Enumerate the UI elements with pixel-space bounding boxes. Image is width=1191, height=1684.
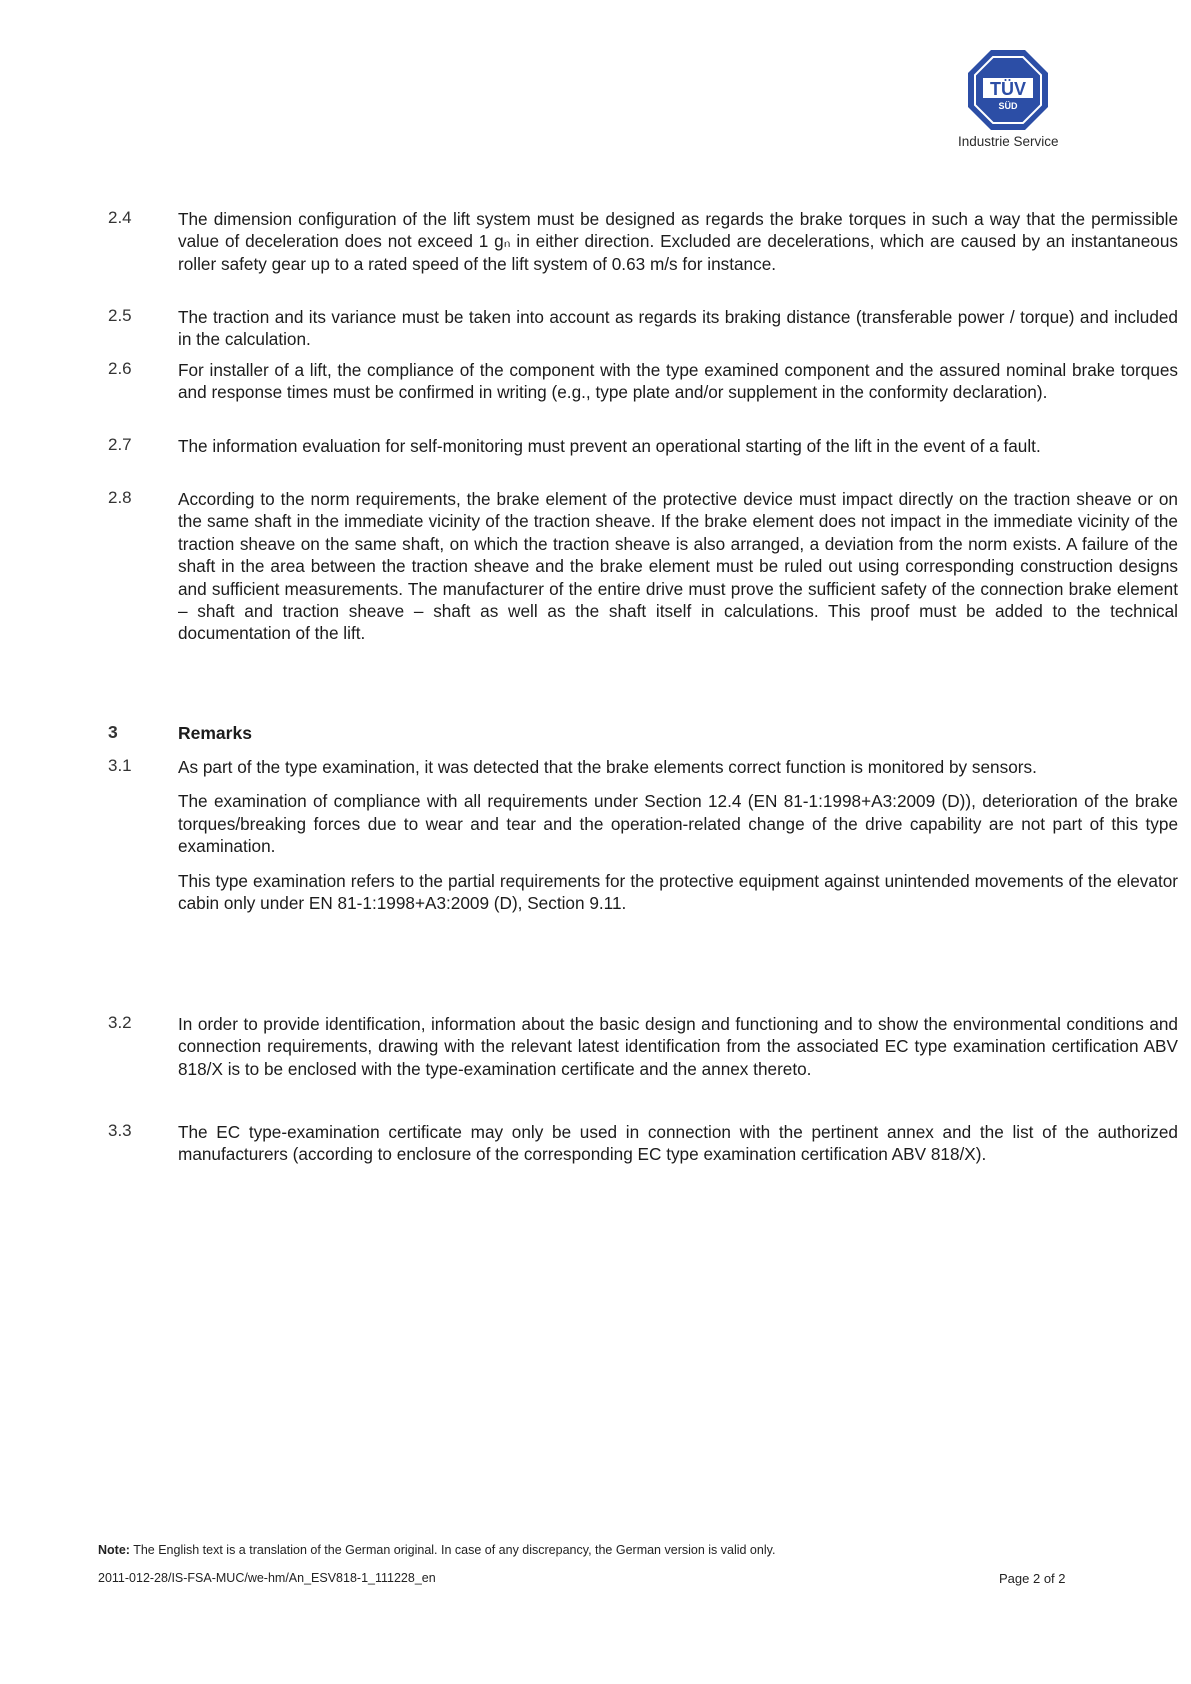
tuv-sud-logo bbox=[958, 48, 1058, 149]
paragraph: The examination of compliance with all requirements under Section 12.4 (EN 81-1:1998+A3:2009 (D)), deterioration of the brake torques/breaking forces due to wear and tear and the operation-related change of the drive capability are not part of this type examination. bbox=[178, 791, 1178, 857]
section-number: 2.7 bbox=[108, 435, 132, 454]
section-number: 2.6 bbox=[108, 359, 132, 378]
section-number: 2.4 bbox=[108, 208, 132, 227]
logo-text: TÜV bbox=[990, 79, 1026, 99]
section-text bbox=[178, 1013, 1178, 1092]
section-text bbox=[178, 1121, 1178, 1178]
footer-note bbox=[98, 1543, 775, 1557]
section-number: 3.1 bbox=[108, 756, 132, 775]
paragraph: This type examination refers to the partial requirements for the protective equipment against unintended movements of the elevator cabin only under EN 81-1:1998+A3:2009 (D), Section 9.11. bbox=[178, 870, 1178, 914]
paragraph: In order to provide identification, information about the basic design and functioning and to show the environmental conditions and connection requirements, drawing with the relevant latest identification from the associated EC type examination certification ABV 818/X is to be enclosed with the type-examination certificate and the annex thereto. bbox=[178, 1014, 1178, 1079]
paragraph: The dimension configuration of the lift system must be designed as regards the brake torques in such a way that the permissible value of deceleration does not exceed 1 gₙ in either direction. Excluded are decelerations, which are caused by an instantaneous roller safety gear up to a rated speed of the lift system of 0.63 m/s for instance. bbox=[178, 209, 1178, 274]
logo-subtext: SÜD bbox=[998, 101, 1018, 111]
section-text bbox=[178, 756, 1178, 926]
paragraph: For installer of a lift, the compliance of the component with the type examined component and the assured nominal brake torques and response times must be confirmed in writing (e.g., type plate and/or supplement in the conformity declaration). bbox=[178, 360, 1178, 403]
section-number: 2.5 bbox=[108, 306, 132, 325]
tuv-octagon-icon bbox=[966, 48, 1050, 132]
paragraph: According to the norm requirements, the brake element of the protective device must impact directly on the traction sheave or on the same shaft in the immediate vicinity of the traction sheave. If the brake element does not impact in the immediate vicinity of the traction sheave on the same shaft, on which the traction sheave is also arranged, a deviation from the norm exists. A failure of the shaft in the area between the traction sheave and the brake element must be ruled out using corresponding construction designs and sufficient measurements. The manufacturer of the entire drive must prove the sufficient safety of the connection brake element – shaft and traction sheave – shaft as well as the shaft itself in calculations. This proof must be added to the technical documentation of the lift. bbox=[178, 489, 1178, 644]
section-number: 2.8 bbox=[108, 488, 132, 507]
section-text bbox=[178, 359, 1178, 416]
section-number: 3.2 bbox=[108, 1013, 132, 1032]
note-text: The English text is a translation of the German original. In case of any discrepancy, the German version is valid only. bbox=[129, 1543, 776, 1557]
section-heading: Remarks bbox=[178, 723, 252, 743]
section-text bbox=[178, 306, 1178, 363]
section-text bbox=[178, 208, 1178, 287]
note-label: Note: bbox=[98, 1543, 130, 1557]
section-number: 3 bbox=[108, 722, 118, 742]
document-reference: 2011-012-28/IS-FSA-MUC/we-hm/An_ESV818-1_111228_en bbox=[98, 1571, 436, 1585]
logo-caption: Industrie Service bbox=[958, 134, 1059, 149]
paragraph: As part of the type examination, it was detected that the brake elements correct function is monitored by sensors. bbox=[178, 757, 1037, 777]
section-text bbox=[178, 488, 1178, 657]
section-text bbox=[178, 435, 1178, 469]
page-number: Page 2 of 2 bbox=[999, 1571, 1066, 1586]
section-text bbox=[178, 722, 1178, 756]
paragraph: The information evaluation for self-monitoring must prevent an operational starting of the lift in the event of a fault. bbox=[178, 436, 1041, 456]
paragraph: The traction and its variance must be taken into account as regards its braking distance (transferable power / torque) and included in the calculation. bbox=[178, 307, 1178, 350]
section-number: 3.3 bbox=[108, 1121, 132, 1140]
paragraph: The EC type-examination certificate may only be used in connection with the pertinent annex and the list of the authorized manufacturers (according to enclosure of the corresponding EC type examination certification ABV 818/X). bbox=[178, 1122, 1178, 1165]
